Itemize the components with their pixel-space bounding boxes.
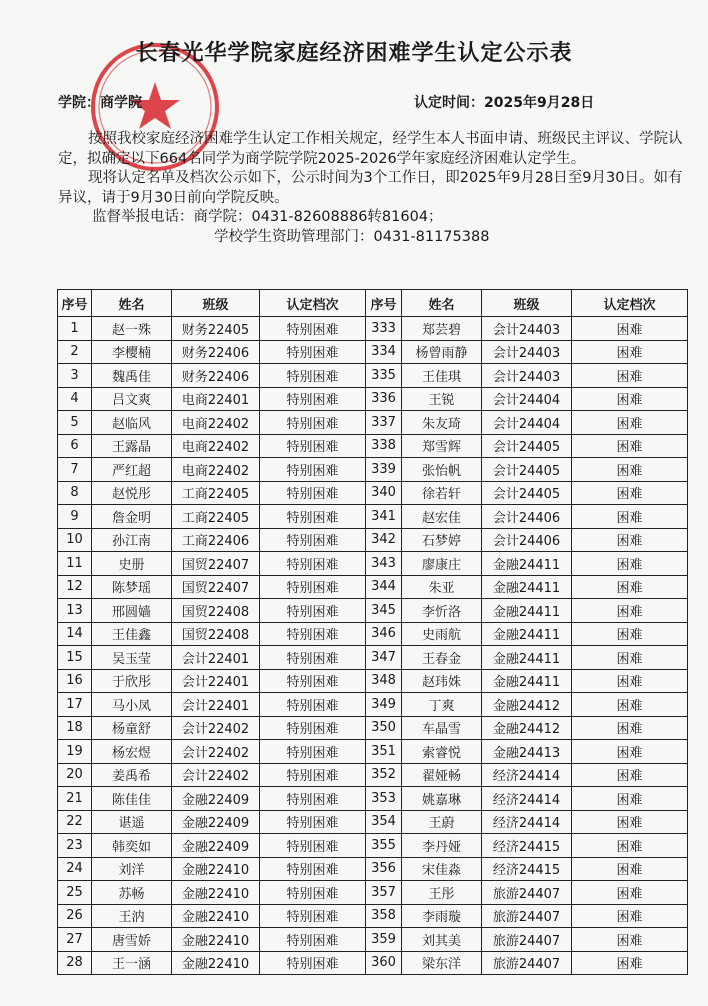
table-row: [58, 481, 688, 505]
notice-body: [58, 130, 686, 247]
table-row: [58, 810, 688, 834]
row-number-cell: 24: [58, 857, 92, 881]
level-cell: 困难: [572, 552, 688, 576]
class-cell: 金融22409: [172, 834, 260, 858]
class-cell: 旅游24407: [482, 928, 572, 952]
level-cell: 困难: [572, 787, 688, 811]
level-cell: 特别困难: [260, 575, 366, 599]
student-name-cell: 刘洋: [92, 857, 172, 881]
class-cell: 会计22401: [172, 669, 260, 693]
class-cell: 财务22405: [172, 317, 260, 341]
row-number-cell: 358: [366, 904, 402, 928]
row-number-cell: 20: [58, 763, 92, 787]
table-row: [58, 646, 688, 670]
class-cell: 金融24411: [482, 622, 572, 646]
student-name-cell: 杨曾雨静: [402, 340, 482, 364]
class-cell: 国贸22407: [172, 552, 260, 576]
row-number-cell: 355: [366, 834, 402, 858]
level-cell: 困难: [572, 904, 688, 928]
class-cell: 会计22402: [172, 763, 260, 787]
student-name-cell: 姜禹希: [92, 763, 172, 787]
class-cell: 金融22410: [172, 904, 260, 928]
level-cell: 特别困难: [260, 411, 366, 435]
class-cell: 金融22409: [172, 787, 260, 811]
row-number-cell: 10: [58, 528, 92, 552]
level-cell: 困难: [572, 693, 688, 717]
student-name-cell: 史雨航: [402, 622, 482, 646]
student-name-cell: 杨宏煜: [92, 740, 172, 764]
class-cell: 工商22405: [172, 505, 260, 529]
student-name-cell: 索睿悦: [402, 740, 482, 764]
level-cell: 特别困难: [260, 787, 366, 811]
student-name-cell: 郑芸碧: [402, 317, 482, 341]
row-number-cell: 23: [58, 834, 92, 858]
row-number-cell: 8: [58, 481, 92, 505]
student-name-cell: 苏畅: [92, 881, 172, 905]
row-number-cell: 9: [58, 505, 92, 529]
row-number-cell: 18: [58, 716, 92, 740]
class-cell: 会计24406: [482, 505, 572, 529]
row-number-cell: 333: [366, 317, 402, 341]
row-number-cell: 12: [58, 575, 92, 599]
row-number-cell: 11: [58, 552, 92, 576]
table-row: [58, 740, 688, 764]
class-cell: 国贸22408: [172, 622, 260, 646]
row-number-cell: 14: [58, 622, 92, 646]
level-cell: 特别困难: [260, 528, 366, 552]
level-cell: 特别困难: [260, 364, 366, 388]
class-cell: 金融24411: [482, 552, 572, 576]
class-cell: 会计24404: [482, 387, 572, 411]
student-name-cell: 李丹娅: [402, 834, 482, 858]
class-cell: 旅游24407: [482, 881, 572, 905]
student-name-cell: 陈梦瑶: [92, 575, 172, 599]
row-number-cell: 335: [366, 364, 402, 388]
level-cell: 困难: [572, 951, 688, 975]
phone-line-college: 监督举报电话：商学院：0431-82608886转81604；: [92, 209, 443, 225]
student-name-cell: 朱亚: [402, 575, 482, 599]
student-name-cell: 陈佳佳: [92, 787, 172, 811]
class-cell: 会计24405: [482, 434, 572, 458]
level-cell: 困难: [572, 364, 688, 388]
table-row: [58, 387, 688, 411]
level-cell: 困难: [572, 669, 688, 693]
row-number-cell: 360: [366, 951, 402, 975]
student-name-cell: 石梦婷: [402, 528, 482, 552]
class-cell: 会计22402: [172, 740, 260, 764]
student-name-cell: 谌遥: [92, 810, 172, 834]
level-cell: 特别困难: [260, 881, 366, 905]
level-cell: 困难: [572, 810, 688, 834]
level-cell: 特别困难: [260, 646, 366, 670]
row-number-cell: 21: [58, 787, 92, 811]
row-number-cell: 352: [366, 763, 402, 787]
table-row: [58, 528, 688, 552]
row-number-cell: 1: [58, 317, 92, 341]
table-row: [58, 599, 688, 623]
level-cell: 特别困难: [260, 810, 366, 834]
level-cell: 困难: [572, 928, 688, 952]
table-row: [58, 340, 688, 364]
class-cell: 金融24412: [482, 716, 572, 740]
student-name-cell: 车晶雪: [402, 716, 482, 740]
class-cell: 金融24411: [482, 599, 572, 623]
row-number-cell: 340: [366, 481, 402, 505]
level-cell: 特别困难: [260, 340, 366, 364]
student-name-cell: 韩奕如: [92, 834, 172, 858]
table-row: [58, 552, 688, 576]
class-cell: 金融22410: [172, 881, 260, 905]
row-number-cell: 27: [58, 928, 92, 952]
student-name-cell: 梁东洋: [402, 951, 482, 975]
level-cell: 困难: [572, 411, 688, 435]
class-cell: 财务22406: [172, 364, 260, 388]
student-name-cell: 宋佳淼: [402, 857, 482, 881]
level-cell: 困难: [572, 434, 688, 458]
class-cell: 财务22406: [172, 340, 260, 364]
level-cell: 特别困难: [260, 599, 366, 623]
class-cell: 国贸22408: [172, 599, 260, 623]
row-number-cell: 13: [58, 599, 92, 623]
class-cell: 会计24403: [482, 340, 572, 364]
class-cell: 经济24414: [482, 810, 572, 834]
student-name-cell: 邢圆嫱: [92, 599, 172, 623]
student-name-cell: 赵悦彤: [92, 481, 172, 505]
level-cell: 困难: [572, 575, 688, 599]
table-row: [58, 434, 688, 458]
level-cell: 困难: [572, 646, 688, 670]
student-name-cell: 丁爽: [402, 693, 482, 717]
class-cell: 会计24403: [482, 317, 572, 341]
class-cell: 金融22410: [172, 951, 260, 975]
class-cell: 会计24403: [482, 364, 572, 388]
student-name-cell: 李樱楠: [92, 340, 172, 364]
level-cell: 困难: [572, 481, 688, 505]
class-cell: 电商22402: [172, 411, 260, 435]
header-cell: 序号: [366, 290, 402, 317]
student-name-cell: 王露晶: [92, 434, 172, 458]
class-cell: 会计24404: [482, 411, 572, 435]
row-number-cell: 347: [366, 646, 402, 670]
table-row: [58, 622, 688, 646]
date-label: 认定时间：2025年9月28日: [414, 95, 595, 111]
header-cell: 姓名: [402, 290, 482, 317]
student-name-cell: 魏禹佳: [92, 364, 172, 388]
row-number-cell: 22: [58, 810, 92, 834]
level-cell: 特别困难: [260, 552, 366, 576]
level-cell: 困难: [572, 763, 688, 787]
row-number-cell: 350: [366, 716, 402, 740]
student-name-cell: 王彤: [402, 881, 482, 905]
level-cell: 特别困难: [260, 505, 366, 529]
page-title: 长春光华学院家庭经济困难学生认定公示表: [135, 41, 573, 66]
student-name-cell: 姚嘉琳: [402, 787, 482, 811]
row-number-cell: 3: [58, 364, 92, 388]
student-name-cell: 王佳鑫: [92, 622, 172, 646]
class-cell: 经济24414: [482, 763, 572, 787]
phone-line-school: 学校学生资助管理部门：0431-81175388: [214, 228, 490, 245]
student-name-cell: 徐若轩: [402, 481, 482, 505]
level-cell: 特别困难: [260, 904, 366, 928]
row-number-cell: 359: [366, 928, 402, 952]
table-row: [58, 411, 688, 435]
row-number-cell: 19: [58, 740, 92, 764]
class-cell: 国贸22407: [172, 575, 260, 599]
table-row: [58, 904, 688, 928]
table-row: [58, 928, 688, 952]
class-cell: 电商22401: [172, 387, 260, 411]
table-row: [58, 763, 688, 787]
level-cell: 特别困难: [260, 857, 366, 881]
level-cell: 特别困难: [260, 481, 366, 505]
level-cell: 特别困难: [260, 951, 366, 975]
student-name-cell: 于欣彤: [92, 669, 172, 693]
student-name-cell: 史册: [92, 552, 172, 576]
row-number-cell: 2: [58, 340, 92, 364]
level-cell: 特别困难: [260, 716, 366, 740]
row-number-cell: 341: [366, 505, 402, 529]
student-name-cell: 李忻洛: [402, 599, 482, 623]
level-cell: 困难: [572, 458, 688, 482]
table-row: [58, 881, 688, 905]
row-number-cell: 354: [366, 810, 402, 834]
table-header-row: [58, 290, 688, 317]
table-row: [58, 951, 688, 975]
student-name-cell: 吕文爽: [92, 387, 172, 411]
class-cell: 金融22410: [172, 857, 260, 881]
student-name-cell: 王一涵: [92, 951, 172, 975]
student-name-cell: 赵临风: [92, 411, 172, 435]
table-row: [58, 575, 688, 599]
paragraph-period: 现将认定名单及档次公示如下，公示时间为3个工作日，即2025年9月28日至9月30日。如有异议，请于9月30日前向学院反映。: [58, 170, 683, 206]
class-cell: 经济24415: [482, 857, 572, 881]
level-cell: 困难: [572, 317, 688, 341]
class-cell: 电商22402: [172, 458, 260, 482]
class-cell: 经济24415: [482, 834, 572, 858]
student-name-cell: 赵宏佳: [402, 505, 482, 529]
class-cell: 工商22405: [172, 481, 260, 505]
student-name-cell: 张怡帆: [402, 458, 482, 482]
class-cell: 旅游24407: [482, 904, 572, 928]
level-cell: 困难: [572, 740, 688, 764]
student-name-cell: 杨童舒: [92, 716, 172, 740]
row-number-cell: 4: [58, 387, 92, 411]
class-cell: 金融22409: [172, 810, 260, 834]
table-row: [58, 693, 688, 717]
class-cell: 金融22410: [172, 928, 260, 952]
class-cell: 金融24411: [482, 646, 572, 670]
row-number-cell: 351: [366, 740, 402, 764]
header-cell: 认定档次: [260, 290, 366, 317]
header-cell: 认定档次: [572, 290, 688, 317]
level-cell: 特别困难: [260, 928, 366, 952]
row-number-cell: 337: [366, 411, 402, 435]
table-body: [58, 317, 688, 975]
student-name-cell: 严红超: [92, 458, 172, 482]
table-row: [58, 834, 688, 858]
row-number-cell: 6: [58, 434, 92, 458]
level-cell: 特别困难: [260, 669, 366, 693]
row-number-cell: 336: [366, 387, 402, 411]
level-cell: 特别困难: [260, 740, 366, 764]
class-cell: 会计24405: [482, 458, 572, 482]
table-row: [58, 716, 688, 740]
paragraph-intro: 按照我校家庭经济困难学生认定工作相关规定，经学生本人书面申请、班级民主评议、学院认定，拟确定以下664名同学为商学院学院2025-2026学年家庭经济困难认定学生。: [58, 131, 683, 167]
row-number-cell: 17: [58, 693, 92, 717]
level-cell: 特别困难: [260, 622, 366, 646]
class-cell: 工商22406: [172, 528, 260, 552]
student-name-cell: 翟娅畅: [402, 763, 482, 787]
row-number-cell: 349: [366, 693, 402, 717]
level-cell: 困难: [572, 599, 688, 623]
class-cell: 会计22401: [172, 646, 260, 670]
student-name-cell: 赵一殊: [92, 317, 172, 341]
level-cell: 特别困难: [260, 387, 366, 411]
row-number-cell: 353: [366, 787, 402, 811]
row-number-cell: 357: [366, 881, 402, 905]
student-name-cell: 郑雪辉: [402, 434, 482, 458]
level-cell: 特别困难: [260, 434, 366, 458]
row-number-cell: 344: [366, 575, 402, 599]
header-cell: 班级: [482, 290, 572, 317]
level-cell: 困难: [572, 834, 688, 858]
student-name-cell: 孙江南: [92, 528, 172, 552]
student-name-cell: 王汭: [92, 904, 172, 928]
row-number-cell: 25: [58, 881, 92, 905]
level-cell: 困难: [572, 857, 688, 881]
header-cell: 姓名: [92, 290, 172, 317]
class-cell: 会计22402: [172, 716, 260, 740]
row-number-cell: 5: [58, 411, 92, 435]
student-name-cell: 吴玉莹: [92, 646, 172, 670]
class-cell: 金融24413: [482, 740, 572, 764]
class-cell: 旅游24407: [482, 951, 572, 975]
student-name-cell: 刘其美: [402, 928, 482, 952]
level-cell: 特别困难: [260, 458, 366, 482]
row-number-cell: 345: [366, 599, 402, 623]
level-cell: 困难: [572, 716, 688, 740]
student-name-cell: 李雨璇: [402, 904, 482, 928]
student-name-cell: 詹金明: [92, 505, 172, 529]
row-number-cell: 343: [366, 552, 402, 576]
row-number-cell: 338: [366, 434, 402, 458]
student-name-cell: 王蔚: [402, 810, 482, 834]
table-row: [58, 857, 688, 881]
student-name-cell: 廖康庄: [402, 552, 482, 576]
table-row: [58, 787, 688, 811]
level-cell: 特别困难: [260, 763, 366, 787]
row-number-cell: 16: [58, 669, 92, 693]
table-row: [58, 458, 688, 482]
student-name-cell: 赵玮姝: [402, 669, 482, 693]
table-row: [58, 364, 688, 388]
row-number-cell: 342: [366, 528, 402, 552]
row-number-cell: 346: [366, 622, 402, 646]
row-number-cell: 348: [366, 669, 402, 693]
row-number-cell: 26: [58, 904, 92, 928]
college-label: 学院：商学院: [58, 95, 142, 111]
level-cell: 特别困难: [260, 834, 366, 858]
row-number-cell: 339: [366, 458, 402, 482]
header-cell: 班级: [172, 290, 260, 317]
row-number-cell: 356: [366, 857, 402, 881]
level-cell: 困难: [572, 528, 688, 552]
student-name-cell: 王佳琪: [402, 364, 482, 388]
level-cell: 困难: [572, 881, 688, 905]
level-cell: 困难: [572, 505, 688, 529]
class-cell: 电商22402: [172, 434, 260, 458]
class-cell: 会计24405: [482, 481, 572, 505]
class-cell: 金融24411: [482, 669, 572, 693]
class-cell: 会计22401: [172, 693, 260, 717]
student-name-cell: 朱友琦: [402, 411, 482, 435]
class-cell: 金融24411: [482, 575, 572, 599]
row-number-cell: 28: [58, 951, 92, 975]
student-table: [57, 289, 688, 975]
student-name-cell: 马小凤: [92, 693, 172, 717]
header-cell: 序号: [58, 290, 92, 317]
level-cell: 特别困难: [260, 693, 366, 717]
level-cell: 困难: [572, 622, 688, 646]
student-name-cell: 王春金: [402, 646, 482, 670]
table-row: [58, 505, 688, 529]
class-cell: 会计24406: [482, 528, 572, 552]
table-row: [58, 317, 688, 341]
student-name-cell: 王锐: [402, 387, 482, 411]
class-cell: 经济24414: [482, 787, 572, 811]
level-cell: 困难: [572, 387, 688, 411]
row-number-cell: 334: [366, 340, 402, 364]
class-cell: 金融24412: [482, 693, 572, 717]
level-cell: 困难: [572, 340, 688, 364]
table-row: [58, 669, 688, 693]
student-name-cell: 唐雪娇: [92, 928, 172, 952]
row-number-cell: 15: [58, 646, 92, 670]
row-number-cell: 7: [58, 458, 92, 482]
level-cell: 特别困难: [260, 317, 366, 341]
